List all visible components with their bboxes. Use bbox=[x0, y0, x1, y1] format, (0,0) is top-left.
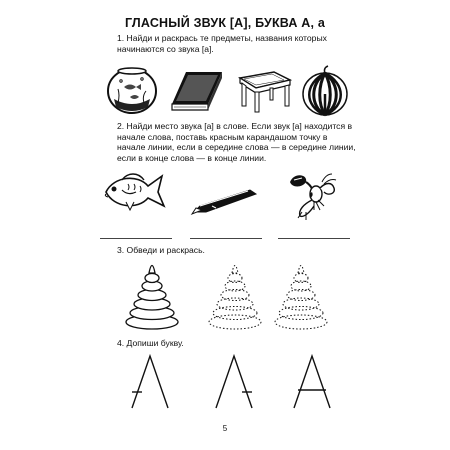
answer-line-fish[interactable] bbox=[100, 238, 172, 239]
pyramid-solid-picture bbox=[121, 256, 183, 332]
answer-line-pen[interactable] bbox=[190, 238, 262, 239]
pyramid-dotted-picture-2 bbox=[270, 256, 332, 332]
watermelon-picture bbox=[300, 64, 350, 118]
album-picture bbox=[168, 68, 224, 114]
table-picture bbox=[236, 66, 292, 114]
answer-line-crayfish[interactable] bbox=[278, 238, 350, 239]
task-4-text: 4. Допиши букву. bbox=[117, 338, 184, 348]
pyramid-dotted-picture-1 bbox=[204, 256, 266, 332]
fish-picture bbox=[100, 170, 166, 216]
crayfish-picture bbox=[284, 168, 340, 222]
task-1-text: 1. Найди и раскрась те предметы, названия которых начинаются со звука [а]. bbox=[117, 33, 327, 54]
letter-a-trace-2[interactable] bbox=[210, 352, 260, 412]
task-2-text: 2. Найди место звука [а] в слове. Если звук [а] находится в начале слова, поставь красным карандашом точку в начале линии, если в середине слова — в середине линии, если в конце слова — в конце линии. bbox=[117, 121, 356, 163]
pen-picture bbox=[190, 186, 260, 216]
aquarium-picture bbox=[104, 63, 160, 117]
task-3-text: 3. Обведи и раскрась. bbox=[117, 245, 205, 255]
letter-a-trace-3[interactable] bbox=[288, 352, 338, 412]
page-number: 5 bbox=[222, 424, 228, 433]
letter-a-trace-1[interactable] bbox=[126, 352, 176, 412]
page-title: ГЛАСНЫЙ ЗВУК [А], БУКВА А, а bbox=[124, 16, 326, 30]
